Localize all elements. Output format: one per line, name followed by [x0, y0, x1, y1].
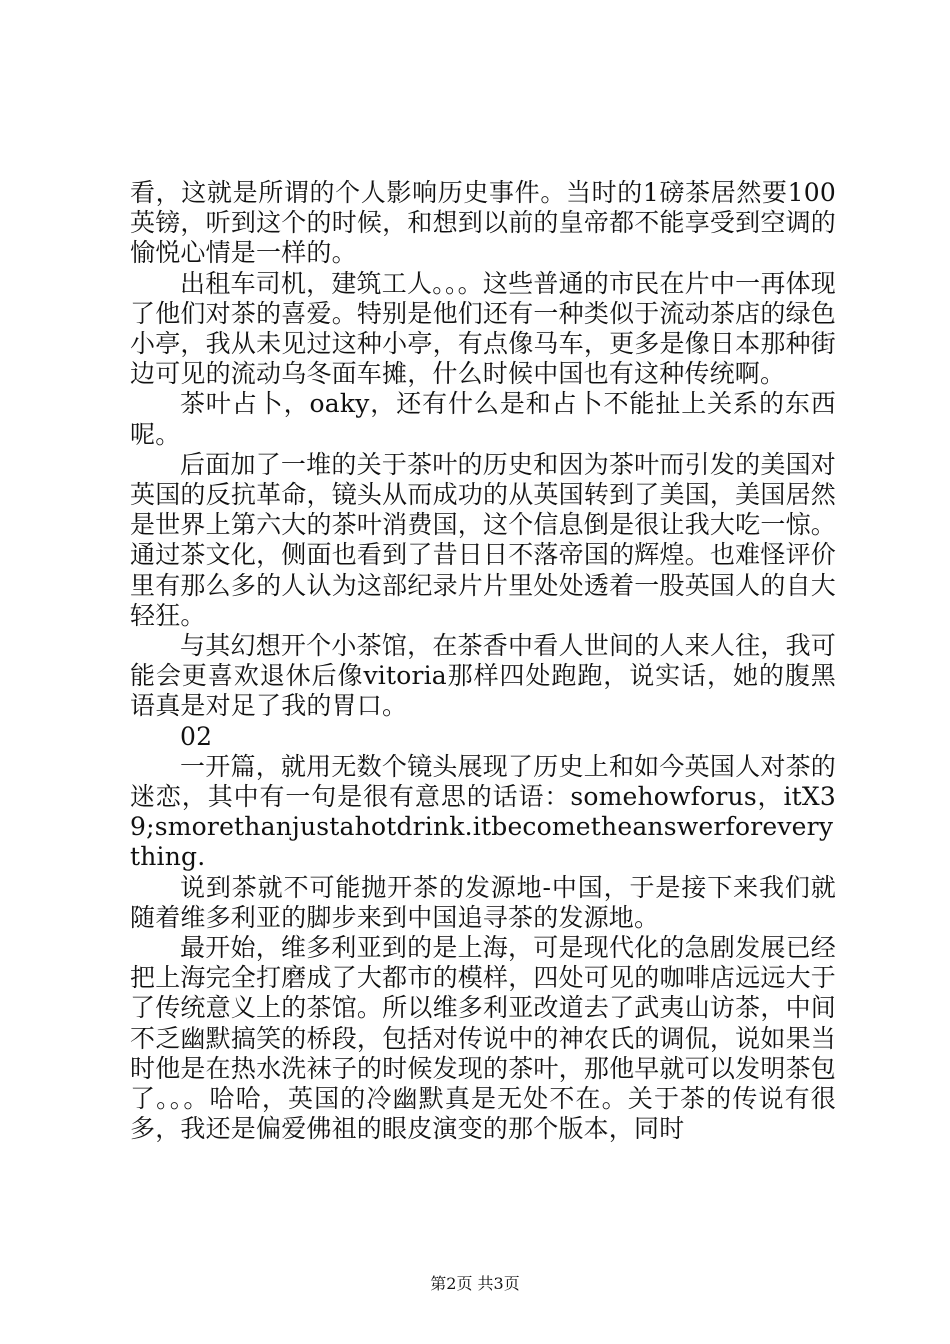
article-body [130, 178, 836, 1145]
page-footer: 第2页 共3页 [430, 1274, 520, 1293]
paragraph-7: 说到茶就不可能抛开茶的发源地-中国，于是接下来我们就随着维多利亚的脚步来到中国追寻茶的发源地。 [130, 872, 836, 932]
paragraph-8: 最开始，维多利亚到的是上海，可是现代化的急剧发展已经把上海完全打磨成了大都市的模样，四处可见的咖啡店远远大于了传统意义上的茶馆。所以维多利亚改道去了武夷山访茶，中间不乏幽默搞笑的桥段，包括对传说中的神农氏的调侃，说如果当时他是在热水洗袜子的时候发现的茶叶，那他早就可以发明茶包了。。。哈哈，英国的冷幽默真是无处不在。关于茶的传说有很多，我还是偏爱佛祖的眼皮演变的那个版本，同时 [130, 933, 836, 1144]
paragraph-5: 与其幻想开个小茶馆，在茶香中看人世间的人来人往，我可能会更喜欢退休后像vitoria那样四处跑跑，说实话，她的腹黑语真是对足了我的胃口。 [130, 631, 836, 721]
paragraph-3: 茶叶占卜，oaky，还有什么是和占卜不能扯上关系的东西呢。 [130, 389, 836, 449]
section-number: 02 [180, 721, 213, 751]
paragraph-2: 出租车司机，建筑工人。。。这些普通的市民在片中一再体现了他们对茶的喜爱。特别是他们还有一种类似于流动茶店的绿色小亭，我从未见过这种小亭，有点像马车，更多是像日本那种街边可见的流动乌冬面车摊，什么时候中国也有这种传统啊。 [130, 268, 836, 389]
paragraph-4: 后面加了一堆的关于茶叶的历史和因为茶叶而引发的美国对英国的反抗革命，镜头从而成功的从英国转到了美国，美国居然是世界上第六大的茶叶消费国，这个信息倒是很让我大吃一惊。通过茶文化，侧面也看到了昔日日不落帝国的辉煌。也难怪评价里有那么多的人认为这部纪录片片里处处透着一股英国人的自大轻狂。 [130, 449, 836, 630]
paragraph-1: 看，这就是所谓的个人影响历史事件。当时的1磅茶居然要100英镑，听到这个的时候，和想到以前的皇帝都不能享受到空调的愉悦心情是一样的。 [130, 178, 836, 268]
paragraph-6: 一开篇，就用无数个镜头展现了历史上和如今英国人对茶的迷恋，其中有一句是很有意思的话语：somehowforus，itX39;smorethanjustahotdrink.itbecometheanswerforeverything. [130, 751, 836, 872]
